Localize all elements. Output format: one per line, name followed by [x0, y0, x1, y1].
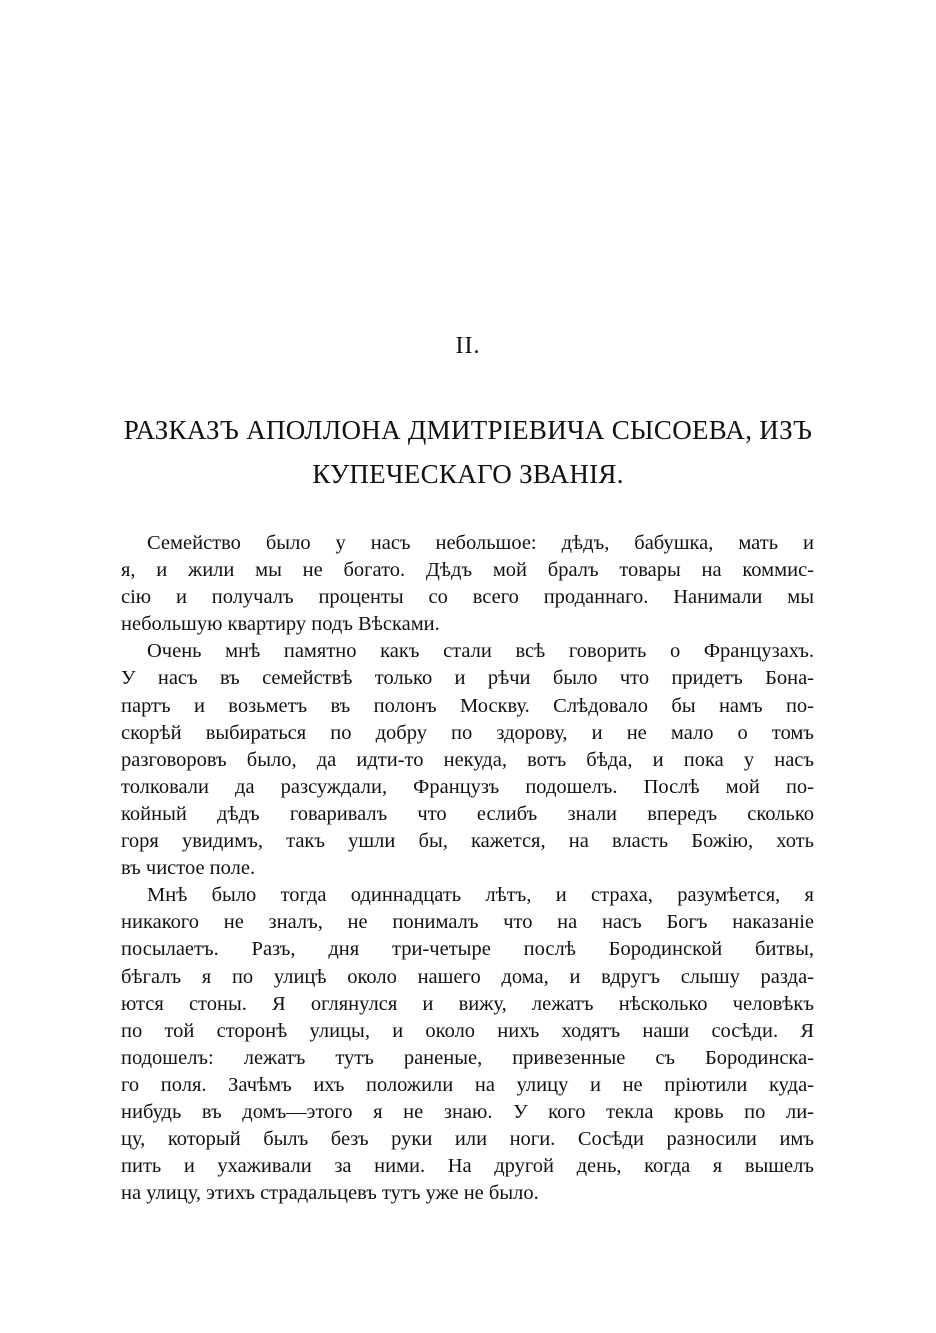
chapter-title	[118, 408, 818, 496]
text-line: го поля. Зачѣмъ ихъ положили на улицу и не пріютили куда-	[121, 1073, 814, 1096]
text-line: на улицу, этихъ страдальцевъ тутъ уже не было.	[121, 1182, 539, 1205]
text-line: скорѣй выбираться по добру по здорову, и не мало о томъ	[121, 721, 814, 744]
text-line: ются стоны. Я оглянулся и вижу, лежатъ нѣсколько человѣкъ	[121, 992, 814, 1015]
text-line: У насъ въ семействѣ только и рѣчи было что придетъ Бона-	[121, 667, 814, 690]
paragraph-2	[121, 638, 814, 882]
text-line: горя увидимъ, такъ ушли бы, кажется, на власть Божію, хоть	[121, 830, 814, 853]
text-line: бѣгалъ я по улицѣ около нашего дома, и вдругъ слышу разда-	[121, 965, 814, 988]
text-line: Очень мнѣ памятно какъ стали всѣ говорить о Французахъ.	[147, 640, 814, 663]
text-line: партъ и возьметъ въ полонъ Москву. Слѣдовало бы намъ по-	[121, 694, 814, 717]
text-line: разговоровъ было, да идти-то некуда, вотъ бѣда, и пока у насъ	[121, 748, 814, 771]
text-line: я, и жили мы не богато. Дѣдъ мой бралъ товары на коммис-	[121, 559, 814, 582]
body-text	[121, 530, 814, 1207]
text-line: подошелъ: лежатъ тутъ раненые, привезенные съ Бородинска-	[121, 1046, 814, 1069]
text-line: Мнѣ было тогда одиннадцать лѣтъ, и страха, разумѣется, я	[147, 884, 814, 907]
chapter-title-line-2: КУПЕЧЕСКАГО ЗВАНІЯ.	[312, 459, 624, 489]
text-line: небольшую квартиру подъ Вѣсками.	[121, 613, 440, 636]
chapter-title-line-1: РАЗКАЗЪ АПОЛЛОНА ДМИТРІЕВИЧА СЫСОЕВА, ИЗЪ	[123, 415, 813, 445]
chapter-number: II.	[455, 333, 481, 359]
text-line: койный дѣдъ говаривалъ что еслибъ знали впередъ сколько	[121, 802, 814, 825]
text-line: посылаетъ. Разъ, дня три-четыре послѣ Бородинской битвы,	[121, 938, 814, 961]
text-line: сію и получалъ проценты со всего проданнаго. Нанимали мы	[121, 586, 814, 609]
text-line: толковали да разсуждали, Французъ подошелъ. Послѣ мой по-	[121, 775, 814, 798]
text-line: въ чистое поле.	[121, 857, 256, 880]
text-line: по той сторонѣ улицы, и около нихъ ходятъ наши сосѣди. Я	[121, 1019, 814, 1042]
text-line: никакого не зналъ, не понималъ что на насъ Богъ наказаніе	[121, 911, 814, 934]
text-line: пить и ухаживали за ними. На другой день, когда я вышелъ	[121, 1155, 814, 1178]
text-line: цу, который былъ безъ руки или ноги. Сосѣди разносили имъ	[121, 1128, 814, 1151]
text-line: нибудь въ домъ—этого я не знаю. У кого текла кровь по ли-	[121, 1100, 814, 1123]
text-line: Семейство было у насъ небольшое: дѣдъ, бабушка, мать и	[147, 532, 814, 554]
paragraph-3	[121, 882, 814, 1207]
paragraph-1	[121, 530, 814, 638]
